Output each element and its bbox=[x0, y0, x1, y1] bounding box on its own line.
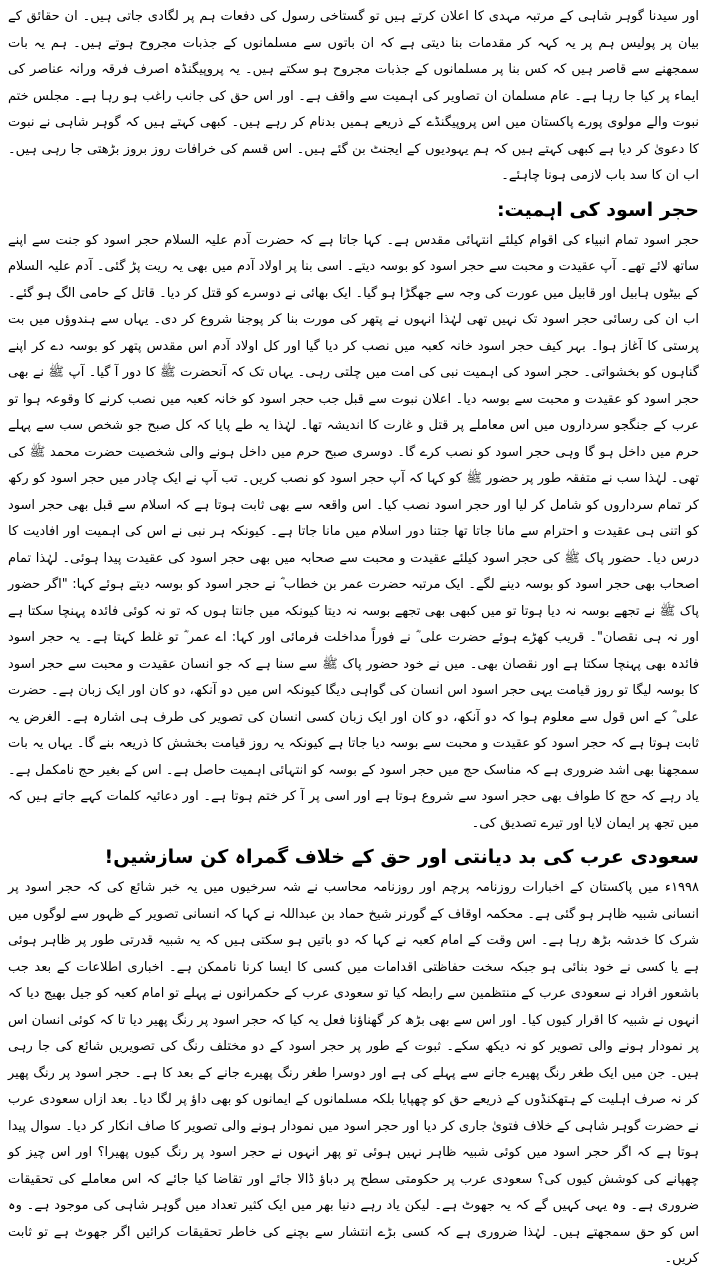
section-paragraph-saudi-conspiracies: ۱۹۹۸ء میں پاکستان کے اخبارات روزنامہ پرچم اور روزنامہ محاسب نے شہ سرخیوں میں یہ خبر شائع کی کہ حجر اسود پر انسانی شبیہ ظاہر ہو گئی ہے۔ محکمہ اوقاف کے گورنر شیخ حماد بن عبداللہ نے کہا کہ انسانی تصویر کے ظہور سے لوگوں میں شرک کا خدشہ بڑھ رہا ہے۔ اس وقت کے امام کعبہ نے کہا کہ دو باتیں ہو سکتی ہیں کہ یہ شبیہ قدرتی طور پر ظاہر ہوئی ہے یا کسی نے خود بنائی ہو جبکہ سخت حفاظتی اقدامات میں کسی کا ایسا کرنا ناممکن ہے۔ اخباری اطلاعات کے بعد جب باشعور افراد نے سعودی عرب کے منتظمین سے رابطہ کیا تو سعودی عرب کے حکمرانوں نے پہلے تو امام کعبہ کو جیل بھیج دیا کہ انہوں نے شبیہ کا اقرار کیوں کیا۔ اور اس سے بھی بڑھ کر گھناؤنا فعل یہ کیا کہ حجر اسود پر رنگ پھیر دیا تا کہ کوئی انسان اس پر نمودار ہونے والی تصویر کو نہ دیکھ سکے۔ ثبوت کے طور پر حجر اسود کے دو مختلف رنگ کی تصویریں شائع کی جا رہی ہیں۔ جن میں ایک طغر رنگ پھیرے جانے سے پہلے کی ہے اور دوسرا طغر رنگ پھیرے جانے کے بعد کا ہے۔ حجر اسود پر رنگ پھیر کر نہ صرف اہلیت کے ہتھکنڈوں کے ذریعے حق کو چھپایا بلکہ مسلمانوں کے ایمانوں کو بھی داؤ پر لگا دیا۔ بعد ازاں سعودی عرب نے حضرت گوہر شاہی کے خلاف فتویٰ جاری کر دیا اور حجر اسود میں نمودار ہونے والی تصویر کا صاف انکار کر دیا۔ سوال پیدا ہوتا ہے کہ اگر حجر اسود میں کوئی شبیہ ظاہر نہیں ہوئی تو پھر انہوں نے حجر اسود پر رنگ کیوں پھیرا؟ اور اس چیز کو چھپانے کی کوشش کیوں کی؟ سعودی عرب پر حکومتی سطح پر دباؤ ڈالا جائے اور تقاضا کیا جائے کہ اس معاملے کی تحقیقات ضروری ہے۔ وہ یہی کہیں گے کہ یہ جھوٹ ہے۔ لیکن یاد رہے دنیا بھر میں ایک کثیر تعداد میں گوہر شاہی کی موجود ہے۔ وہ اس کو حق سمجھتے ہیں۔ لہٰذا ضروری ہے کہ کسی بڑے انتشار سے بچنے کی خاطر تحقیقات کرائیں اگر جھوٹ ہے تو ثابت کریں۔ bbox=[8, 880, 699, 1266]
section-heading-hajar-aswad-importance: حجر اسود کی اہمیت: bbox=[496, 198, 699, 221]
section-heading-saudi-conspiracies: سعودی عرب کی بد دیانتی اور حق کے خلاف گمراہ کن سازشیں! bbox=[104, 846, 699, 868]
intro-paragraph: اور سیدنا گوہر شاہی کے مرتبہ مہدی کا اعلان کرتے ہیں تو گستاخی رسول کی دفعات ہم پر لگادی جاتی ہیں۔ ان حقائق کے بیان پر پولیس ہم پر یہ کہہ کر مقدمات بنا دیتی ہے کہ ان باتوں سے مسلمانوں کے جذبات مجروح ہوتے ہیں۔ ہم یہ بات سمجھنے سے قاصر ہیں کہ کس بنا پر مسلمانوں کے جذبات مجروح ہو سکتے ہیں۔ یہ پروپیگنڈہ اصرف فرقہ ورانہ عناصر کی ایماء پر کیا جا رہا ہے۔ عام مسلمان ان تصاویر کی اہمیت سے واقف ہے۔ اور اس حق کی جانب راغب ہو رہا ہے۔ مجلس ختم نبوت والے مولوی پورے پاکستان میں اس پروپیگنڈے کے ذریعے ہمیں بدنام کر رہے ہیں۔ کبھی کہتے ہیں کہ گوہر شاہی نے نبوت کا دعویٰ کر دیا ہے کبھی کہتے ہیں کہ ہم یہودیوں کے ایجنٹ بن گئے ہیں۔ اس قسم کی خرافات روز بروز بڑھتی جا رہی ہیں۔ اب ان کا سد باب لازمی ہونا چاہئے۔ bbox=[8, 9, 699, 183]
section-paragraph-hajar-aswad-importance: حجر اسود تمام انبیاء کی اقوام کیلئے انتہائی مقدس ہے۔ کہا جاتا ہے کہ حضرت آدم علیہ السلام حجر اسود کو جنت سے اپنے ساتھ لائے تھے۔ آپ عقیدت و محبت سے حجر اسود کو بوسہ دیتے۔ اسی بنا پر اولاد آدم میں بھی یہ ریت پڑ گئی۔ آدم علیہ السلام کے بیٹوں ہابیل اور قابیل میں عورت کی وجہ سے جھگڑا ہو گیا۔ ایک بھائی نے دوسرے کو قتل کر دیا۔ قاتل کے حامی الگ ہو گئے۔ اب ان کی رسائی حجر اسود تک نہیں تھی لہٰذا انہوں نے پتھر کی مورت بنا کر پوجنا شروع کر دی۔ یہاں سے ہندوؤں میں بت پرستی کا آغاز ہوا۔ بہر کیف حجر اسود خانہ کعبہ میں نصب کر دیا گیا اور کل اولاد آدم اس مقدس پتھر کو بوسہ دے کر اپنے گناہوں کو بخشواتی۔ حجر اسود کی اہمیت نبی کی امت میں چلتی رہی۔ یہاں تک کہ آنحضرت ﷺ کا دور آ گیا۔ آپ ﷺ نے بھی حجر اسود کو عقیدت و محبت سے بوسہ دیا۔ اعلان نبوت سے قبل جب حجر اسود کو خانہ کعبہ میں نصب کرنے کا وقوعہ ہوا تو عرب کے جنگجو سرداروں میں اس معاملے پر قتل و غارت کا اندیشہ تھا۔ لہٰذا یہ طے پایا کہ کل صبح جو شخص سب سے پہلے حرم میں داخل ہو گا وہی حجر اسود کو نصب کرے گا۔ دوسری صبح حرم میں داخل ہونے والی شخصیت حضرت محمد ﷺ کی تھی۔ لہٰذا سب نے متفقہ طور پر حضور ﷺ کو کہا کہ آپ حجر اسود کو نصب کریں۔ تب آپ نے ایک چادر میں حجر اسود کو رکھ کر تمام سرداروں کو شامل کر لیا اور حجر اسود نصب کیا۔ اس واقعہ سے بھی ثابت ہوتا ہے کہ اسلام سے قبل بھی حجر اسود کو اتنی ہی عقیدت و احترام سے مانا جاتا تھا جتنا دور اسلام میں مانا جاتا ہے۔ کیونکہ ہر نبی نے اس کی اہمیت اور افادیت کا درس دیا۔ حضور پاک ﷺ کی حجر اسود کیلئے عقیدت و محبت سے صحابہ میں بھی حجر اسود کی عقیدت پیدا ہوئی۔ لہٰذا تمام اصحاب بھی حجر اسود کو بوسہ دینے لگے۔ ایک مرتبہ حضرت عمر بن خطاب ؓ نے حجر اسود کو بوسہ دیتے ہوئے کہا: "اگر حضور پاک ﷺ نے تجھے بوسہ نہ دیا ہوتا تو میں کبھی بھی تجھے بوسہ نہ دیتا کیونکہ میں جانتا ہوں کہ تو نہ کوئی فائدہ پہنچا سکتا ہے اور نہ ہی نقصان"۔ قریب کھڑے ہوئے حضرت علی ؓ نے فوراً مداخلت فرمائی اور کہا: اے عمر ؓ تو غلط کہتا ہے۔ یہ حجر اسود فائدہ بھی پہنچا سکتا ہے اور نقصان بھی۔ میں نے خود حضور پاک ﷺ سے سنا ہے کہ جو انسان عقیدت و محبت سے حجر اسود کا بوسہ لیگا تو روز قیامت یہی حجر اسود اس انسان کی گواہی دیگا کیونکہ اس میں دو آنکھ، دو کان اور ایک زبان ہے۔ حضرت علی ؓ کے اس قول سے معلوم ہوا کہ دو آنکھ، دو کان اور ایک زبان کسی انسان کی تصویر کی طرف ہی اشارہ ہے۔ الغرض یہ ثابت ہوتا ہے کہ حجر اسود کو عقیدت و محبت سے بوسہ دیا جاتا ہے کیونکہ یہ روز قیامت بخشش کا ذریعہ بنے گا۔ یہاں یہ بات سمجھنا بھی اشد ضروری ہے کہ مناسک حج میں حجر اسود کے بوسہ کو انتہائی اہمیت حاصل ہے۔ اس کے بغیر حج نامکمل ہے۔ یاد رہے کہ حج کا طواف بھی حجر اسود سے شروع ہوتا ہے اور اسی پر آ کر ختم ہوتا ہے۔ اور دعائیہ کلمات کہے جاتے ہیں کہ میں تجھ پر ایمان لایا اور تیرے تصدیق کی۔ bbox=[8, 232, 699, 831]
